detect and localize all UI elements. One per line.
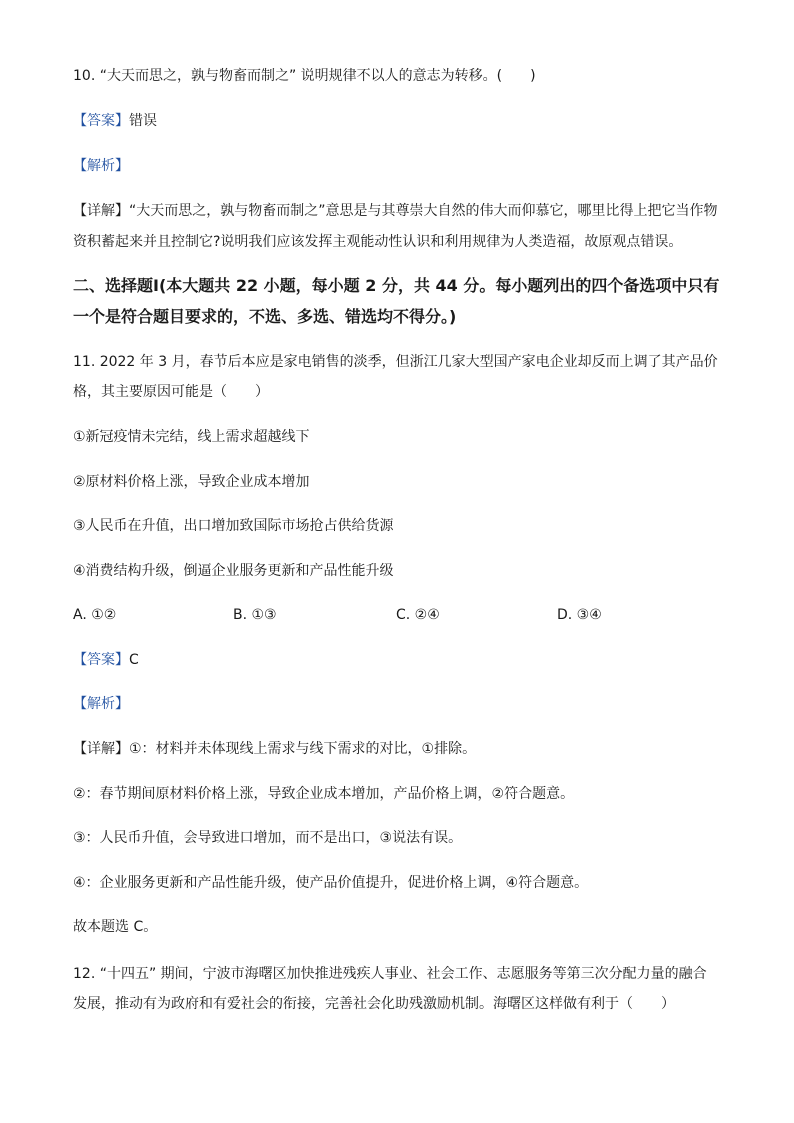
section2-title-line1: 二、选择题Ⅰ(本大题共 22 小题，每小题 2 分，共 44 分。每小题列出的四个备选项中只有 <box>73 276 720 295</box>
q10-stem: 10. “大天而思之，孰与物畜而制之” 说明规律不以人的意志为转移。( ) <box>73 68 536 84</box>
analysis-tag: 【解析】 <box>73 696 129 712</box>
q11-option-b: B. ①③ <box>233 607 277 623</box>
answer-tag: 【答案】 <box>73 113 129 129</box>
q10-detail-line1 <box>73 201 718 221</box>
q11-option-c: C. ②④ <box>396 607 440 623</box>
detail-tag: 【详解】 <box>73 203 129 219</box>
q11-detail1-row <box>73 739 476 759</box>
detail-tag: 【详解】 <box>73 741 129 757</box>
q11-item2: ②原材料价格上涨，导致企业成本增加 <box>73 474 310 490</box>
q12-stem-line2: 发展，推动有为政府和有爱社会的衔接，完善社会化助残激励机制。海曙区这样做有利于（ ） <box>73 996 675 1012</box>
q10-answer-row <box>73 111 157 131</box>
q11-item1: ①新冠疫情未完结，线上需求超越线下 <box>73 429 310 445</box>
q11-option-d: D. ③④ <box>557 607 602 623</box>
q11-option-a: A. ①② <box>73 607 117 623</box>
section2-title-line2: 一个是符合题目要求的，不选、多选、错选均不得分。) <box>73 307 457 326</box>
q11-detail4: ④：企业服务更新和产品性能升级，使产品价值提升，促进价格上调，④符合题意。 <box>73 875 589 891</box>
q11-detail1: ①：材料并未体现线上需求与线下需求的对比，①排除。 <box>129 741 477 757</box>
q11-stem-line2: 格，其主要原因可能是（ ） <box>73 384 269 400</box>
q11-item4: ④消费结构升级，倒逼企业服务更新和产品性能升级 <box>73 563 394 579</box>
q10-detail-line2: 资积蓄起来并且控制它?说明我们应该发挥主观能动性认识和利用规律为人类造福，故原观点错误。 <box>73 234 683 250</box>
answer-tag: 【答案】 <box>73 652 129 668</box>
q11-answer-row <box>73 650 139 670</box>
q10-answer: 错误 <box>129 113 157 129</box>
q11-detail3: ③：人民币升值，会导致进口增加，而不是出口，③说法有误。 <box>73 830 463 846</box>
q11-detail2: ②：春节期间原材料价格上涨，导致企业成本增加，产品价格上调，②符合题意。 <box>73 786 575 802</box>
q11-stem-line1: 11. 2022 年 3 月，春节后本应是家电销售的淡季，但浙江几家大型国产家电企业却反而上调了其产品价 <box>73 354 718 370</box>
q11-answer: C <box>129 652 139 668</box>
q11-analysis-row <box>73 694 129 714</box>
q10-analysis-row <box>73 156 129 176</box>
q11-item3: ③人民币在升值，出口增加致国际市场抢占供给货源 <box>73 518 394 534</box>
q12-stem-line1: 12. “十四五” 期间，宁波市海曙区加快推进残疾人事业、社会工作、志愿服务等第三次分配力量的融合 <box>73 966 707 982</box>
analysis-tag: 【解析】 <box>73 158 129 174</box>
q11-conclusion: 故本题选 C。 <box>73 919 158 935</box>
q10-detail-text1: “大天而思之，孰与物畜而制之”意思是与其尊崇大自然的伟大而仰慕它，哪里比得上把它当作物 <box>129 203 718 219</box>
